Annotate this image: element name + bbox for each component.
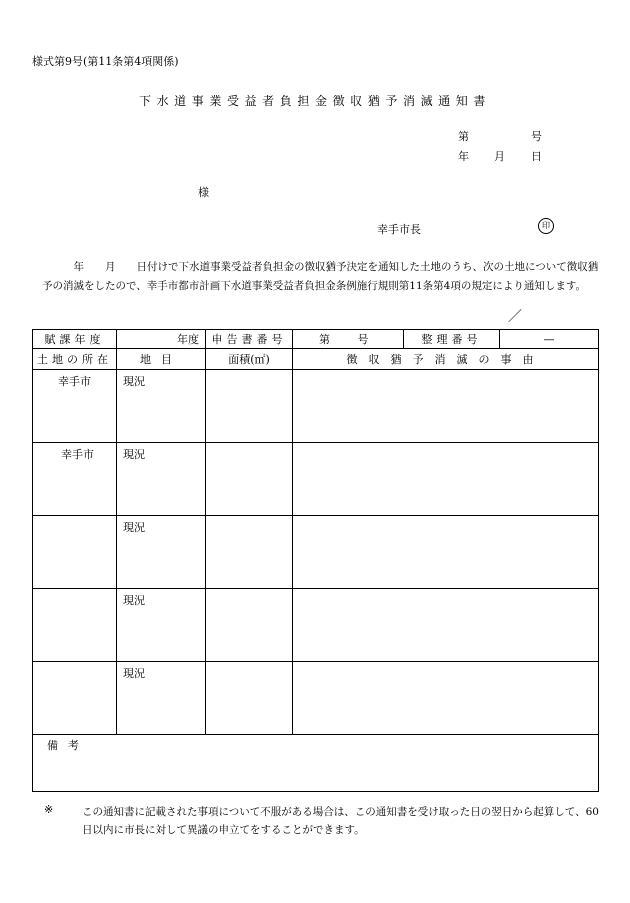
- table-row-header-info: [33, 330, 599, 349]
- land-category-cell: [117, 370, 206, 443]
- reason-cell: [293, 516, 599, 589]
- report-number-field: [293, 330, 404, 349]
- land-category: 現況: [123, 448, 145, 461]
- column-header-area: 面積(㎡): [206, 349, 293, 370]
- reference-number-value: —: [500, 330, 599, 349]
- land-category: 現況: [123, 667, 145, 680]
- land-location: 幸手市: [61, 448, 94, 461]
- table-row: [33, 370, 599, 443]
- date-day-label: 日: [531, 150, 542, 163]
- doc-number-suffix: 号: [531, 130, 542, 143]
- reason-cell: [293, 662, 599, 735]
- reason-cell: [293, 443, 599, 516]
- report-number-label: 申告書番号: [206, 330, 293, 349]
- reason-cell: [293, 589, 599, 662]
- seal-icon: 印: [538, 218, 554, 234]
- area-cell: [206, 516, 293, 589]
- land-location-cell: [33, 516, 117, 589]
- assessment-year-field: 年度: [117, 330, 206, 349]
- land-location-cell: [33, 662, 117, 735]
- land-location-cell: [33, 370, 117, 443]
- area-cell: [206, 443, 293, 516]
- land-location: 幸手市: [58, 375, 91, 388]
- form-number: 様式第9号(第11条第4項関係): [32, 55, 179, 68]
- assessment-year-label: 賦課年度: [33, 330, 117, 349]
- remarks-cell: [33, 735, 599, 792]
- land-category-cell: [117, 516, 206, 589]
- land-location-cell: [33, 589, 117, 662]
- footnote-text: この通知書に記載された事項について不服がある場合は、この通知書を受け取った日の翌日から起算して、60日以内に市長に対して異議の申立てをすることができます。: [82, 806, 599, 836]
- table-row: [33, 662, 599, 735]
- document-title: 下水道事業受益者負担金徴収猶予消滅通知書: [138, 94, 491, 108]
- column-header-reason: 徴収猶予消滅の事由: [293, 349, 599, 370]
- reason-cell: [293, 370, 599, 443]
- area-cell: [206, 370, 293, 443]
- land-category: 現況: [123, 521, 145, 534]
- column-header-land-category: 地目: [117, 349, 206, 370]
- land-location-cell: [33, 443, 117, 516]
- notice-table: [32, 329, 599, 792]
- remarks-row: [33, 735, 599, 792]
- area-cell: [206, 662, 293, 735]
- land-category-cell: [117, 443, 206, 516]
- footnote-mark: ※: [44, 803, 54, 816]
- table-row: [33, 443, 599, 516]
- report-number-suffix: 号: [357, 333, 369, 346]
- date-month-label: 月: [494, 150, 505, 163]
- table-row: [33, 516, 599, 589]
- reference-number-label: 整理番号: [404, 330, 500, 349]
- area-cell: [206, 589, 293, 662]
- report-number-prefix: 第: [319, 333, 330, 346]
- doc-number-label: 第: [458, 130, 469, 143]
- land-category: 現況: [123, 375, 145, 388]
- table-row: [33, 589, 599, 662]
- column-header-location: 土地の所在: [33, 349, 117, 370]
- addressee-honorific: 様: [198, 186, 209, 199]
- notice-body-text: 年 月 日付けで下水道事業受益者負担金の徴収猶予決定を通知した土地のうち、次の土地について徴収猶予の消滅をしたので、幸手市都市計画下水道事業受益者負担金条例施行規則第11条第4項の規定により通知します。: [42, 261, 599, 292]
- table-column-headers: [33, 349, 599, 370]
- sender-name: 幸手市長: [377, 223, 421, 236]
- slash-mark: ／: [508, 309, 522, 325]
- land-category-cell: [117, 589, 206, 662]
- land-category: 現況: [123, 594, 145, 607]
- remarks-label: 備考: [47, 739, 89, 752]
- date-year-label: 年: [458, 150, 469, 163]
- land-category-cell: [117, 662, 206, 735]
